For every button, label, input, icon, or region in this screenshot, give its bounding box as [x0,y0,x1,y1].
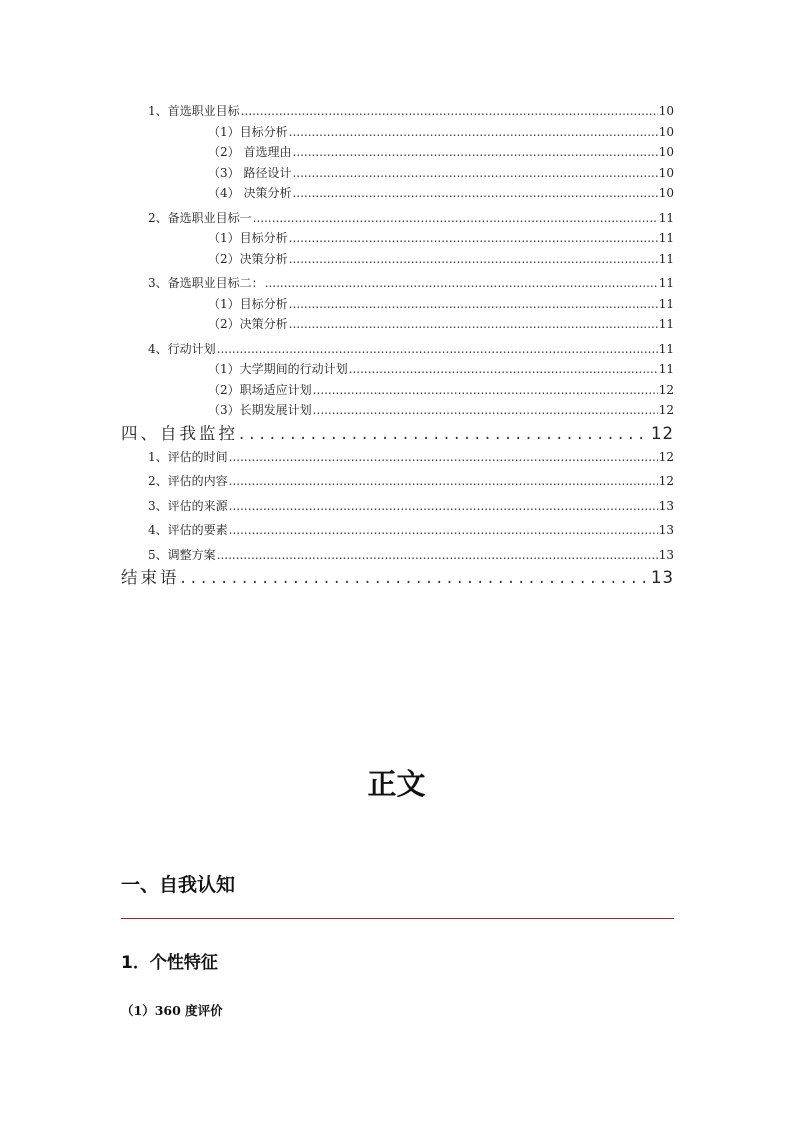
toc-entry[interactable] [121,447,674,468]
toc-entry-page: 11 [658,317,674,331]
toc-entry-page: 12 [651,423,674,443]
subsection-heading: 1．个性特征 [121,953,218,973]
section-divider [121,918,674,919]
toc-entry-title: 1、评估的时间 [148,449,228,464]
toc-entry-page: 10 [658,124,674,139]
toc-chapter-entry[interactable] [121,566,674,590]
toc-leader-dots [229,520,658,541]
toc-entry-page: 12 [658,449,674,464]
toc-leader-dots [229,447,658,468]
toc-leader-dots [292,142,657,163]
toc-entry[interactable] [121,122,674,143]
toc-entry-title: （1）目标分析 [208,124,288,139]
toc-entry-title: 2、备选职业目标一 [148,210,252,225]
toc-leader-dots [289,122,658,143]
toc-leader-dots [265,273,658,294]
toc-leader-dots [241,101,658,122]
toc-entry-title: 3、备选职业目标二： [148,276,264,290]
toc-leader-dots [217,339,658,360]
toc-entry-page: 10 [658,145,674,159]
toc-entry[interactable] [121,359,674,380]
toc-entry-page: 13 [651,568,674,587]
toc-entry-page: 11 [658,341,674,356]
toc-entry-page: 11 [658,210,674,225]
toc-entry[interactable] [121,208,674,229]
toc-entry-title: 4、行动计划 [148,341,216,356]
toc-entry-title: 结束语 [121,568,180,587]
toc-entry[interactable] [121,273,674,294]
table-of-contents [121,101,674,591]
toc-leader-dots [289,249,658,270]
toc-entry-title: （2） 首选理由 [208,145,292,159]
toc-entry[interactable] [121,163,674,184]
toc-entry-page: 10 [658,165,674,180]
toc-leader-dots [181,566,651,590]
toc-leader-dots [239,422,650,446]
toc-entry-title: 3、评估的来源 [148,498,228,513]
toc-entry-title: （1）目标分析 [208,296,288,311]
toc-entry-title: （3）长期发展计划 [208,403,312,417]
toc-entry-page: 10 [658,186,674,200]
toc-entry-title: （1）大学期间的行动计划 [208,362,348,376]
toc-entry[interactable] [121,380,674,401]
toc-entry[interactable] [121,314,674,335]
toc-entry-title: （2）决策分析 [208,317,288,331]
toc-entry[interactable] [121,249,674,270]
toc-entry-page: 11 [658,276,674,290]
toc-entry-page: 13 [658,547,674,562]
toc-entry[interactable] [121,400,674,421]
toc-entry-title: 5、调整方案 [148,547,216,562]
toc-entry-page: 12 [658,474,674,488]
toc-leader-dots [289,314,658,335]
toc-entry-title: （4） 决策分析 [208,186,292,200]
toc-chapter-entry[interactable] [121,422,674,446]
toc-entry[interactable] [121,142,674,163]
toc-leader-dots [229,496,658,517]
toc-entry[interactable] [121,496,674,517]
toc-entry-title: 1、首选职业目标 [148,104,240,118]
toc-leader-dots [289,294,658,315]
toc-entry[interactable] [121,339,674,360]
toc-entry-title: 四、自我监控 [121,423,238,443]
toc-entry-page: 11 [658,251,674,266]
toc-entry-title: 2、评估的内容 [148,474,228,488]
toc-entry[interactable] [121,101,674,122]
toc-leader-dots [289,228,658,249]
main-title: 正文 [367,767,426,801]
toc-entry-page: 11 [658,362,674,376]
toc-entry-page: 10 [658,104,674,118]
subsubsection-heading: （1）360 度评价 [121,1003,223,1018]
toc-entry[interactable] [121,545,674,566]
toc-entry-title: （2）决策分析 [208,251,288,266]
toc-entry[interactable] [121,471,674,492]
toc-entry-page: 13 [658,523,674,537]
toc-leader-dots [349,359,658,380]
toc-entry-title: （2）职场适应计划 [208,382,312,397]
toc-leader-dots [229,471,658,492]
toc-leader-dots [313,400,658,421]
toc-entry[interactable] [121,183,674,204]
toc-entry-page: 13 [658,498,674,513]
toc-entry[interactable] [121,520,674,541]
toc-leader-dots [292,163,657,184]
toc-leader-dots [313,380,658,401]
toc-entry-page: 12 [658,382,674,397]
section-heading: 一、自我认知 [121,874,236,896]
toc-entry[interactable] [121,228,674,249]
toc-leader-dots [253,208,658,229]
toc-entry-title: （3） 路径设计 [208,165,292,180]
toc-entry-page: 11 [658,231,674,245]
toc-entry-page: 12 [658,403,674,417]
toc-entry-title: 4、评估的要素 [148,523,228,537]
toc-entry-title: （1）目标分析 [208,231,288,245]
toc-entry[interactable] [121,294,674,315]
toc-leader-dots [292,183,657,204]
toc-leader-dots [217,545,658,566]
toc-entry-page: 11 [658,296,674,311]
